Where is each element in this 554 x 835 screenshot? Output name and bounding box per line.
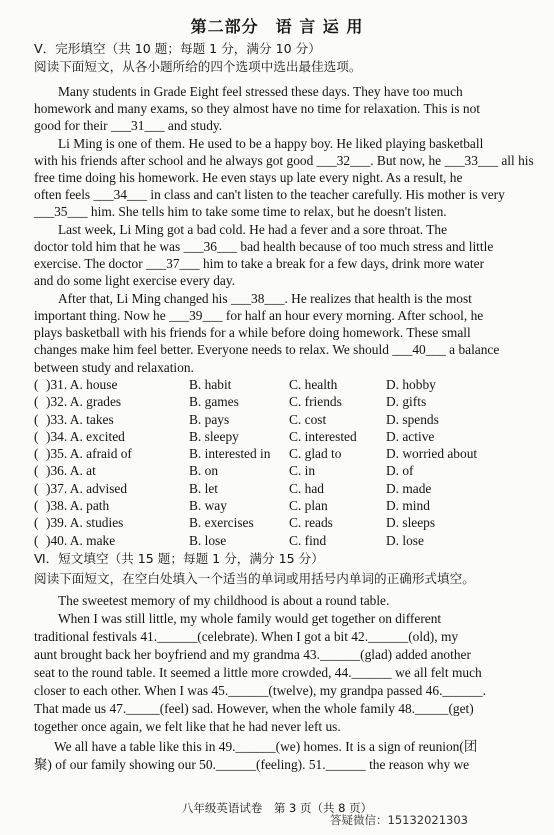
option-row xyxy=(34,497,534,514)
section5-line: ___35___ him. She tells him to take some time to relax, but he doesn't listen. xyxy=(34,204,447,219)
section5-instruction: 阅读下面短文，从各小题所给的四个选项中选出最佳选项。 xyxy=(34,59,362,74)
option-b: B. way xyxy=(189,498,227,514)
option-num: )39. A. studies xyxy=(46,515,124,531)
option-b: B. sleepy xyxy=(189,428,239,444)
option-num: )35. A. afraid of xyxy=(46,446,132,462)
option-c: C. glad to xyxy=(289,446,342,462)
section5-line: often feels ___34___ in class and can't listen to the teacher carefully. His mother is very xyxy=(34,187,505,202)
section5-line: homework and many exams, so they almost have no time for relaxation. This is not xyxy=(34,101,481,116)
option-c: C. friends xyxy=(289,394,342,410)
option-c: C. plan xyxy=(289,498,328,514)
answer-paren: ( xyxy=(34,532,39,548)
option-c: C. cost xyxy=(289,411,327,427)
option-b: B. let xyxy=(189,480,219,496)
section6-line: aunt brought back her boyfriend and my grandma 43.______(glad) added another xyxy=(34,647,471,662)
option-row xyxy=(34,445,534,462)
answer-paren: ( xyxy=(34,446,39,462)
option-b: B. habit xyxy=(189,377,232,392)
section5-line: good for their ___31___ and study. xyxy=(34,118,223,133)
section5-line: doctor told him that he was ___36___ bad health because of too much stress and little xyxy=(34,239,494,254)
option-d: D. sleeps xyxy=(386,515,436,531)
option-b: B. on xyxy=(189,463,219,479)
section5-line: and do some light exercise every day. xyxy=(34,273,236,288)
section5-line: Last week, Li Ming got a bad cold. He had a fever and a sore throat. The xyxy=(58,222,448,237)
section6-heading: Ⅵ．短文填空（共 15 题；每题 1 分，满分 15 分） xyxy=(34,551,324,566)
options-list xyxy=(34,376,534,549)
option-c: C. had xyxy=(289,480,324,496)
option-d: D. of xyxy=(386,463,414,479)
option-d: D. mind xyxy=(386,498,430,514)
section5-line: changes make him feel better. Everyone needs to relax. We should ___40___ a balance xyxy=(34,342,500,357)
section6-line: traditional festivals 41.______(celebrate). When I got a bit 42.______(old), my xyxy=(34,629,459,644)
section6-instruction: 阅读下面短文，在空白处填入一个适当的单词或用括号内单词的正确形式填空。 xyxy=(34,571,475,586)
answer-paren: ( xyxy=(34,394,39,410)
section6-line: The sweetest memory of my childhood is about a round table. xyxy=(58,593,390,608)
section5-line: exercise. The doctor ___37___ him to take a break for a few days, drink more water xyxy=(34,256,485,271)
section6-line: together once again, we felt like that he had never left us. xyxy=(34,719,341,734)
option-c: C. find xyxy=(289,532,327,548)
section5-line: After that, Li Ming changed his ___38___. He realizes that health is the most xyxy=(58,291,472,306)
section5-line: Li Ming is one of them. He used to be a happy boy. He liked playing basketball xyxy=(58,136,484,151)
option-b: B. exercises xyxy=(189,515,254,531)
option-c: C. reads xyxy=(289,515,333,531)
option-c: C. health xyxy=(289,377,338,392)
option-row xyxy=(34,376,534,393)
section6-line: 聚) of our family showing our 50.______(feeling). 51.______ the reason why we xyxy=(34,757,470,772)
option-num: )38. A. path xyxy=(46,498,110,514)
page-footer: 八年级英语试卷 第 3 页（共 8 页） xyxy=(181,801,373,815)
section5-line: free time doing his homework. He even stays up late every night. As a result, he xyxy=(34,170,463,185)
section5-line: important thing. Now he ___39___ for half an hour every morning. After school, he xyxy=(34,308,484,323)
answer-paren: ( xyxy=(34,411,39,427)
option-num: )32. A. grades xyxy=(46,394,122,410)
section6-line: When I was still little, my whole family would get together on different xyxy=(58,611,442,626)
option-num: )36. A. at xyxy=(46,463,96,479)
option-d: D. lose xyxy=(386,532,424,548)
section5-line: with his friends after school and he always got good ___32___. But now, he ___33___ all his xyxy=(34,153,534,168)
section5-line: plays basketball with his friends for a while before doing homework. These small xyxy=(34,325,471,340)
option-d: D. spends xyxy=(386,411,439,427)
option-row xyxy=(34,428,534,445)
option-d: D. gifts xyxy=(386,394,427,410)
contact-text: 答疑微信：15132021303 xyxy=(330,813,468,827)
part-title: 第二部分 语 言 运 用 xyxy=(190,17,364,36)
option-d: D. active xyxy=(386,428,435,444)
option-b: B. games xyxy=(189,394,239,410)
option-c: C. interested xyxy=(289,428,357,444)
section5-heading: Ⅴ．完形填空（共 10 题；每题 1 分，满分 10 分） xyxy=(34,41,321,56)
option-num: )37. A. advised xyxy=(46,480,128,496)
option-row xyxy=(34,393,534,410)
option-d: D. made xyxy=(386,480,432,496)
option-row xyxy=(34,514,534,531)
option-num: )33. A. takes xyxy=(46,411,114,427)
section6-line: We all have a table like this in 49.______(we) homes. It is a sign of reunion(团 xyxy=(54,739,478,754)
section6-line: closer to each other. When I was 45.______(twelve), my grandpa passed 46.______. xyxy=(34,683,486,698)
answer-paren: ( xyxy=(34,428,39,444)
answer-paren: ( xyxy=(34,498,39,514)
option-num: )31. A. house xyxy=(46,377,118,392)
answer-paren: ( xyxy=(34,480,39,496)
option-num: )34. A. excited xyxy=(46,428,125,444)
option-row xyxy=(34,411,534,428)
option-b: B. interested in xyxy=(189,446,271,462)
option-row xyxy=(34,480,534,497)
answer-paren: ( xyxy=(34,463,39,479)
option-b: B. pays xyxy=(189,411,230,427)
section5-line: Many students in Grade Eight feel stressed these days. They have too much xyxy=(58,84,463,99)
option-row xyxy=(34,532,534,549)
option-b: B. lose xyxy=(189,532,227,548)
answer-paren: ( xyxy=(34,515,39,531)
section5-line: between study and relaxation. xyxy=(34,360,194,375)
section6-line: That made us 47._____(feel) sad. However, when the whole family 48._____(get) xyxy=(34,701,474,716)
section6-line: seat to the round table. It seemed a little more crowded, 44.______ we all felt much xyxy=(34,665,482,680)
answer-paren: ( xyxy=(34,377,39,392)
option-c: C. in xyxy=(289,463,316,479)
option-row xyxy=(34,462,534,479)
option-d: D. hobby xyxy=(386,377,436,392)
option-num: )40. A. make xyxy=(46,532,116,548)
option-d: D. worried about xyxy=(386,446,478,462)
